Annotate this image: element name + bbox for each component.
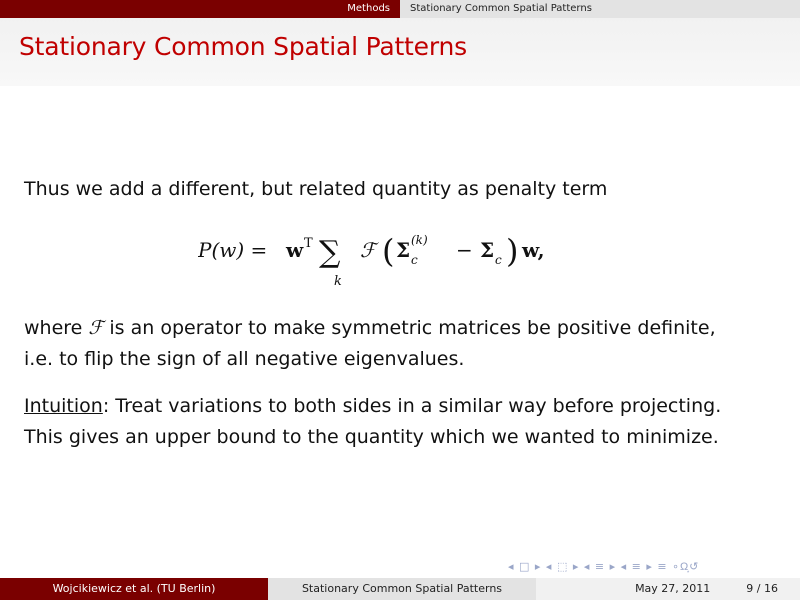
para1-start: where bbox=[24, 317, 89, 339]
top-navigation-bar bbox=[0, 0, 800, 18]
footer-page-number: 9 / 16 bbox=[746, 582, 778, 595]
intuition-paragraph bbox=[24, 391, 721, 453]
sigma-ck-sup: (k) bbox=[411, 233, 428, 247]
frame-title-bar bbox=[0, 18, 800, 86]
footer-info bbox=[536, 578, 800, 600]
para1-rest: is an operator to make symmetric matrices be positive definite, bbox=[103, 317, 716, 339]
formula-transpose: T bbox=[304, 236, 313, 251]
frame-title: Stationary Common Spatial Patterns bbox=[19, 32, 467, 61]
sum-index: k bbox=[334, 274, 342, 289]
footer-date: May 27, 2011 bbox=[635, 582, 711, 595]
sigma-c: Σ bbox=[480, 238, 495, 262]
right-paren: ) bbox=[506, 232, 519, 270]
sigma-ck: Σ bbox=[396, 238, 411, 262]
footer-author: Wojcikiewicz et al. (TU Berlin) bbox=[0, 578, 268, 600]
section-nav-link[interactable]: Methods bbox=[0, 0, 400, 18]
footer-bar bbox=[0, 578, 800, 600]
sigma-ck-sub: c bbox=[411, 253, 418, 267]
formula-svg bbox=[198, 222, 578, 298]
intuition-label: Intuition bbox=[24, 395, 103, 417]
para1-operator: ℱ bbox=[88, 317, 104, 339]
subsection-nav-link[interactable]: Stationary Common Spatial Patterns bbox=[400, 0, 800, 18]
operator-f: ℱ bbox=[360, 238, 376, 262]
sum-symbol: ∑ bbox=[319, 235, 341, 270]
intro-text: Thus we add a different, but related quantity as penalty term bbox=[24, 178, 608, 200]
penalty-formula bbox=[198, 222, 578, 298]
formula-lhs: P(w) = bbox=[198, 238, 268, 262]
minus-sign: − bbox=[456, 238, 473, 262]
intuition-line2: This gives an upper bound to the quantity which we wanted to minimize. bbox=[24, 426, 719, 448]
operator-description bbox=[24, 313, 716, 375]
left-paren: ( bbox=[382, 232, 395, 270]
beamer-navigation-symbols[interactable]: ◂ □ ▸ ◂ ⬚ ▸ ◂ ≡ ▸ ◂ ≡ ▸ ≡ ∘Ω͙↺ bbox=[508, 560, 700, 573]
footer-title: Stationary Common Spatial Patterns bbox=[268, 578, 536, 600]
sigma-c-sub: c bbox=[495, 253, 502, 267]
intuition-text: : Treat variations to both sides in a similar way before projecting. bbox=[102, 395, 722, 417]
formula-tail: w, bbox=[522, 238, 545, 262]
formula-w: w bbox=[286, 238, 304, 262]
para1-line2: i.e. to flip the sign of all negative eigenvalues. bbox=[24, 348, 465, 370]
